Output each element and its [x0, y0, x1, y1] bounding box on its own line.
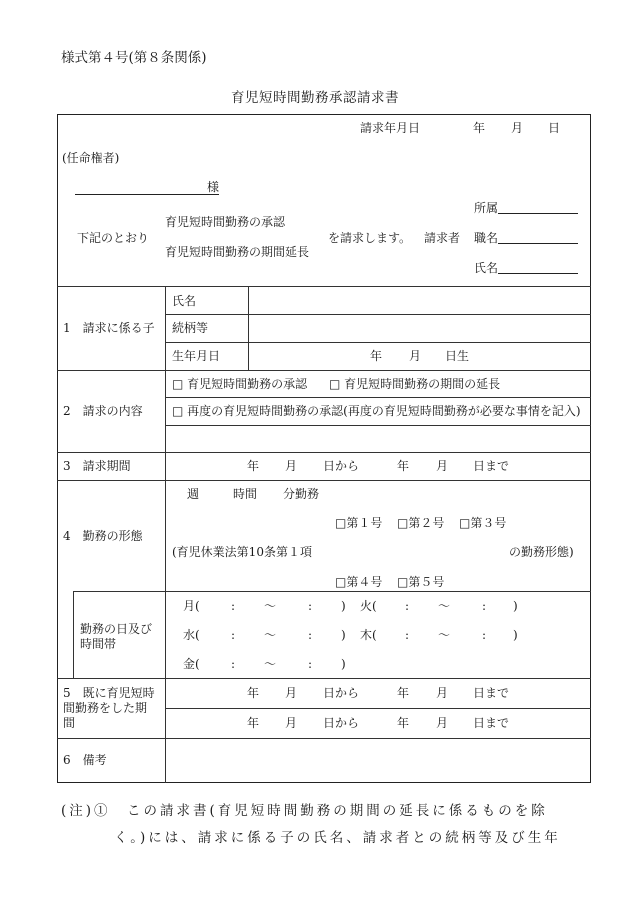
checkbox-type-3[interactable]: □第３号	[459, 516, 507, 530]
prev-period-year: 年	[397, 686, 410, 700]
child-birthdate-label: 生年月日	[172, 349, 221, 363]
section2-label: 2 請求の内容	[63, 404, 143, 418]
divider	[165, 708, 591, 709]
date-month: 月	[511, 121, 524, 135]
law-reference: (育児休業法第10条第１項	[172, 545, 312, 559]
divider	[248, 286, 249, 370]
page-title: 育児短時間勤務承認請求書	[231, 90, 399, 106]
prev-period-month: 月	[436, 686, 449, 700]
section6-label: 6 備考	[63, 753, 107, 767]
checkbox-type-2[interactable]: □第２号	[397, 516, 445, 530]
prev-period-month: 月	[285, 716, 298, 730]
date-year: 年	[473, 121, 486, 135]
day-friday: 金(	[183, 657, 200, 671]
section4-label: 4 勤務の形態	[63, 529, 143, 543]
note-line: く。)には、請求に係る子の氏名、請求者との続柄等及び生年	[114, 830, 561, 846]
time-colon: :	[482, 628, 487, 642]
checkbox-approval[interactable]: □ 育児短時間勤務の承認	[172, 377, 308, 391]
prev-period-from-day: 日から	[323, 716, 360, 730]
prev-period-year: 年	[247, 716, 260, 730]
section1-label: 1 請求に係る子	[63, 321, 155, 335]
time-tilde: 〜	[264, 628, 277, 642]
divider	[57, 678, 591, 679]
prev-period-year: 年	[247, 686, 260, 700]
divider	[57, 452, 591, 453]
weekly-label: 週	[187, 487, 200, 501]
time-tilde: 〜	[264, 599, 277, 613]
position-field[interactable]	[498, 243, 578, 244]
time-colon: :	[482, 599, 487, 613]
time-colon: :	[231, 599, 236, 613]
divider	[165, 397, 591, 398]
time-close: )	[513, 599, 518, 613]
checkbox-type-4[interactable]: □第４号	[335, 575, 383, 589]
child-name-label: 氏名	[172, 294, 197, 308]
time-tilde: 〜	[438, 599, 451, 613]
prev-period-to-day: 日まで	[473, 686, 510, 700]
affiliation-field[interactable]	[498, 213, 578, 214]
divider	[165, 314, 591, 315]
prev-period-to-day: 日まで	[473, 716, 510, 730]
as-follows-text: 下記のとおり	[77, 231, 150, 245]
form-table	[57, 114, 591, 783]
birth-day: 日生	[445, 349, 470, 363]
requester-name-label: 氏名	[474, 261, 499, 275]
birth-month: 月	[409, 349, 422, 363]
divider	[57, 286, 591, 287]
position-label: 職名	[474, 231, 499, 245]
request-date-label: 請求年月日	[360, 121, 421, 135]
weekly-minutes: 分勤務	[283, 487, 320, 501]
checkbox-extension[interactable]: □ 育児短時間勤務の期間の延長	[329, 377, 501, 391]
prev-period-month: 月	[436, 716, 449, 730]
note-line: (注)① この請求書(育児短時間勤務の期間の延長に係るものを除	[61, 803, 548, 819]
checkbox-type-1[interactable]: □第１号	[335, 516, 383, 530]
time-colon: :	[231, 628, 236, 642]
appointer-label: (任命権者)	[62, 151, 120, 165]
section3-label: 3 請求期間	[63, 459, 131, 473]
checkbox-type-5[interactable]: □第５号	[397, 575, 445, 589]
option-extension: 育児短時間勤務の期間延長	[165, 245, 310, 259]
time-close: )	[513, 628, 518, 642]
time-tilde: 〜	[264, 657, 277, 671]
section5-label: 間勤務をした期	[63, 701, 148, 715]
date-day: 日	[548, 121, 561, 135]
prev-period-year: 年	[397, 716, 410, 730]
period-month: 月	[285, 459, 298, 473]
time-colon: :	[405, 599, 410, 613]
prev-period-from-day: 日から	[323, 686, 360, 700]
birth-year: 年	[370, 349, 383, 363]
requester-label: 請求者	[424, 231, 461, 245]
divider	[165, 342, 591, 343]
period-from-day: 日から	[323, 459, 360, 473]
time-close: )	[341, 599, 346, 613]
divider	[57, 370, 591, 371]
requester-name-field[interactable]	[498, 273, 578, 274]
section5-label: 5 既に育児短時	[63, 686, 155, 700]
divider	[73, 591, 591, 592]
time-colon: :	[405, 628, 410, 642]
day-thursday: 木(	[360, 628, 377, 642]
prev-period-month: 月	[285, 686, 298, 700]
divider	[73, 591, 74, 678]
form-suffix: の勤務形態)	[509, 545, 574, 559]
child-relation-label: 続柄等	[172, 321, 209, 335]
weekly-hours: 時間	[233, 487, 258, 501]
day-monday: 月(	[183, 599, 200, 613]
affiliation-label: 所属	[474, 201, 499, 215]
divider	[165, 286, 166, 783]
day-wednesday: 水(	[183, 628, 200, 642]
request-verb: を請求します。	[328, 231, 412, 245]
work-days-label: 勤務の日及び	[80, 622, 153, 636]
time-close: )	[341, 657, 346, 671]
time-colon: :	[231, 657, 236, 671]
appointer-name-line	[75, 194, 219, 195]
divider	[57, 480, 591, 481]
option-approval: 育児短時間勤務の承認	[165, 215, 286, 229]
time-tilde: 〜	[438, 628, 451, 642]
period-month: 月	[436, 459, 449, 473]
period-year: 年	[397, 459, 410, 473]
time-close: )	[341, 628, 346, 642]
sama-honorific: 様	[207, 180, 220, 194]
section5-label: 間	[63, 716, 76, 730]
time-colon: :	[308, 628, 313, 642]
divider	[165, 425, 591, 426]
form-number: 様式第４号(第８条関係)	[61, 50, 207, 66]
time-colon: :	[308, 657, 313, 671]
period-to-day: 日まで	[473, 459, 510, 473]
period-year: 年	[247, 459, 260, 473]
work-days-label: 時間帯	[80, 637, 117, 651]
remarks-field[interactable]	[166, 739, 590, 782]
checkbox-re-approval[interactable]: □ 再度の育児短時間勤務の承認(再度の育児短時間勤務が必要な事情を記入)	[172, 404, 581, 418]
time-colon: :	[308, 599, 313, 613]
day-tuesday: 火(	[360, 599, 377, 613]
